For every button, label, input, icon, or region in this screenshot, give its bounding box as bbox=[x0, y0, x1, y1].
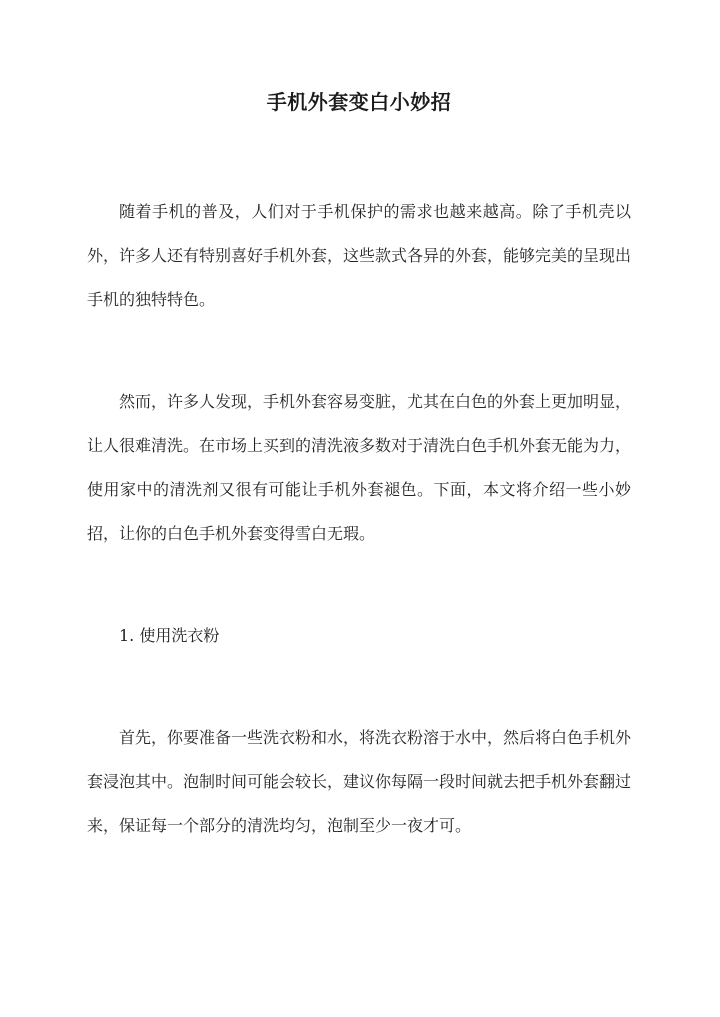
intro-paragraph: 随着手机的普及，人们对于手机保护的需求也越来越高。除了手机壳以外，许多人还有特别喜好手机外套，这些款式各异的外套，能够完美的呈现出手机的独特特色。 bbox=[87, 202, 632, 309]
problem-paragraph: 然而，许多人发现，手机外套容易变脏，尤其在白色的外套上更加明显，让人很难清洗。在市场上买到的清洗液多数对于清洗白色手机外套无能为力，使用家中的清洗剂又很有可能让手机外套褪色。下面，本文将介绍一些小妙招，让你的白色手机外套变得雪白无瑕。 bbox=[87, 392, 632, 543]
document-title: 手机外套变白小妙招 bbox=[266, 90, 452, 114]
section-paragraph: 首先，你要准备一些洗衣粉和水，将洗衣粉溶于水中，然后将白色手机外套浸泡其中。泡制时间可能会较长，建议你每隔一段时间就去把手机外套翻过来，保证每一个部分的清洗均匀，泡制至少一夜才可。 bbox=[87, 728, 632, 835]
section-heading: 1. 使用洗衣粉 bbox=[119, 626, 220, 645]
